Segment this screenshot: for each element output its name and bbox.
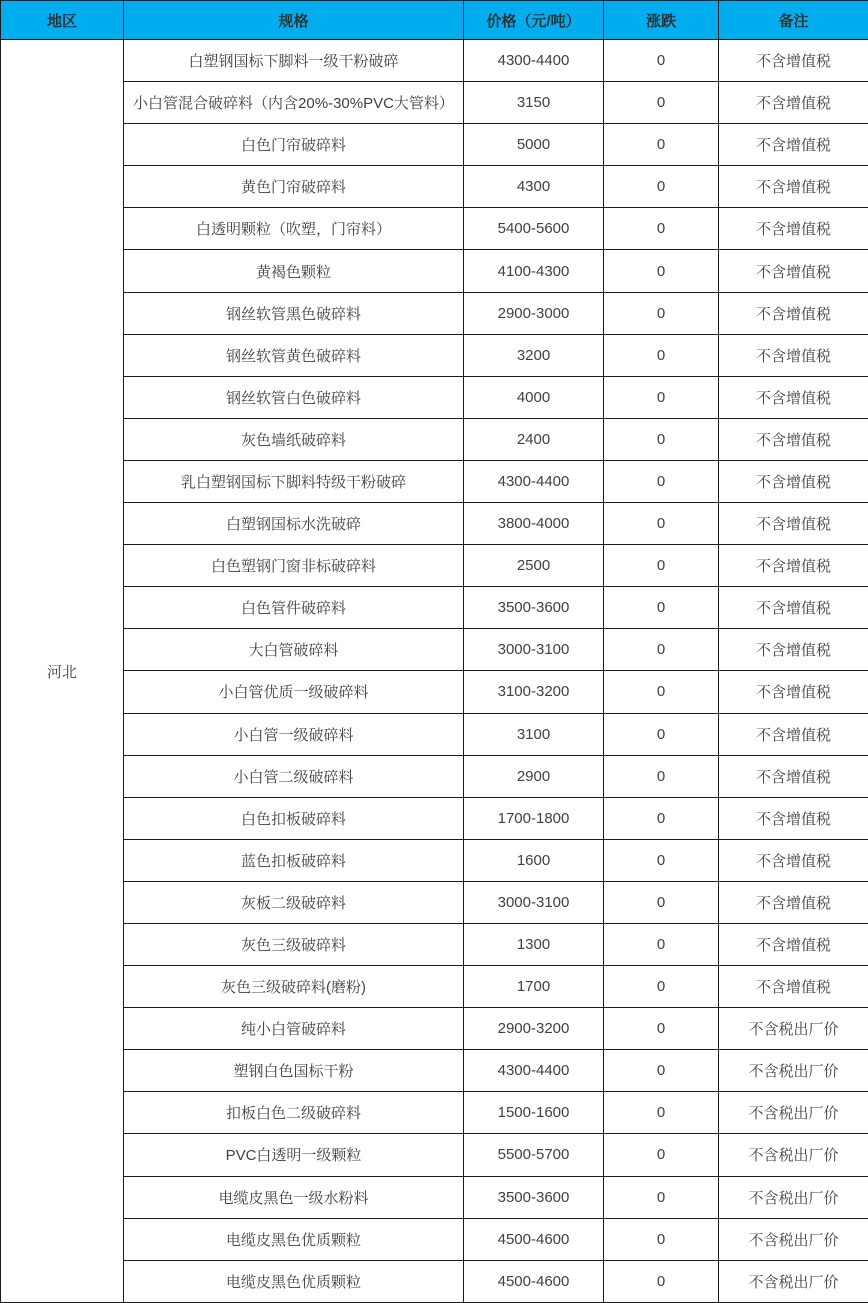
change-cell: 0: [604, 755, 719, 797]
table-row: [1, 124, 868, 166]
table-row: [1, 839, 868, 881]
change-cell: 0: [604, 1176, 719, 1218]
price-cell: 4300-4400: [464, 40, 604, 82]
spec-cell: 塑钢白色国标干粉: [124, 1050, 464, 1092]
table-row: [1, 460, 868, 502]
table-row: [1, 418, 868, 460]
note-cell: 不含增值税: [719, 839, 868, 881]
change-cell: 0: [604, 460, 719, 502]
change-cell: 0: [604, 82, 719, 124]
price-cell: 1300: [464, 923, 604, 965]
table-row: [1, 1008, 868, 1050]
price-cell: 4100-4300: [464, 250, 604, 292]
table-row: [1, 671, 868, 713]
note-cell: 不含增值税: [719, 376, 868, 418]
spec-cell: 黄色门帘破碎料: [124, 166, 464, 208]
change-cell: 0: [604, 545, 719, 587]
col-header-spec: 规格: [124, 1, 464, 40]
spec-cell: 黄褐色颗粒: [124, 250, 464, 292]
spec-cell: 白色门帘破碎料: [124, 124, 464, 166]
spec-cell: 电缆皮黑色优质颗粒: [124, 1218, 464, 1260]
table-row: [1, 40, 868, 82]
spec-cell: 白色塑钢门窗非标破碎料: [124, 545, 464, 587]
spec-cell: 灰色三级破碎料: [124, 923, 464, 965]
spec-cell: 灰色三级破碎料(磨粉): [124, 966, 464, 1008]
price-cell: 5500-5700: [464, 1134, 604, 1176]
spec-cell: 小白管二级破碎料: [124, 755, 464, 797]
spec-cell: 乳白塑钢国标下脚料特级干粉破碎: [124, 460, 464, 502]
change-cell: 0: [604, 250, 719, 292]
change-cell: 0: [604, 671, 719, 713]
price-cell: 2500: [464, 545, 604, 587]
table-row: [1, 797, 868, 839]
change-cell: 0: [604, 1008, 719, 1050]
change-cell: 0: [604, 503, 719, 545]
spec-cell: 灰板二级破碎料: [124, 881, 464, 923]
table-row: [1, 250, 868, 292]
note-cell: 不含增值税: [719, 713, 868, 755]
spec-cell: 小白管混合破碎料（内含20%-30%PVC大管料）: [124, 82, 464, 124]
header-row: [1, 1, 868, 40]
spec-cell: 白塑钢国标下脚料一级干粉破碎: [124, 40, 464, 82]
note-cell: 不含税出厂价: [719, 1218, 868, 1260]
change-cell: 0: [604, 1260, 719, 1302]
note-cell: 不含增值税: [719, 671, 868, 713]
price-cell: 3150: [464, 82, 604, 124]
spec-cell: 钢丝软管黑色破碎料: [124, 292, 464, 334]
note-cell: 不含税出厂价: [719, 1008, 868, 1050]
price-cell: 3000-3100: [464, 881, 604, 923]
change-cell: 0: [604, 208, 719, 250]
note-cell: 不含增值税: [719, 797, 868, 839]
price-cell: 1700: [464, 966, 604, 1008]
spec-cell: PVC白透明一级颗粒: [124, 1134, 464, 1176]
table-row: [1, 1176, 868, 1218]
table-row: [1, 923, 868, 965]
note-cell: 不含增值税: [719, 334, 868, 376]
note-cell: 不含增值税: [719, 545, 868, 587]
price-cell: 3200: [464, 334, 604, 376]
note-cell: 不含增值税: [719, 460, 868, 502]
note-cell: 不含增值税: [719, 124, 868, 166]
table-row: [1, 545, 868, 587]
change-cell: 0: [604, 334, 719, 376]
note-cell: 不含增值税: [719, 923, 868, 965]
note-cell: 不含税出厂价: [719, 1092, 868, 1134]
table-row: [1, 1260, 868, 1302]
note-cell: 不含增值税: [719, 250, 868, 292]
table-row: [1, 166, 868, 208]
col-header-region: 地区: [1, 1, 124, 40]
note-cell: 不含增值税: [719, 82, 868, 124]
spec-cell: 纯小白管破碎料: [124, 1008, 464, 1050]
change-cell: 0: [604, 166, 719, 208]
price-cell: 4300-4400: [464, 460, 604, 502]
note-cell: 不含增值税: [719, 208, 868, 250]
note-cell: 不含税出厂价: [719, 1050, 868, 1092]
col-header-price: 价格（元/吨）: [464, 1, 604, 40]
change-cell: 0: [604, 797, 719, 839]
change-cell: 0: [604, 124, 719, 166]
price-cell: 3500-3600: [464, 587, 604, 629]
change-cell: 0: [604, 1092, 719, 1134]
region-cell: 河北: [1, 40, 124, 1303]
table-row: [1, 376, 868, 418]
note-cell: 不含增值税: [719, 40, 868, 82]
change-cell: 0: [604, 1218, 719, 1260]
price-cell: 3100-3200: [464, 671, 604, 713]
table-row: [1, 587, 868, 629]
note-cell: 不含增值税: [719, 292, 868, 334]
price-cell: 1600: [464, 839, 604, 881]
table-row: [1, 1092, 868, 1134]
table-row: [1, 1134, 868, 1176]
change-cell: 0: [604, 881, 719, 923]
col-header-change: 涨跌: [604, 1, 719, 40]
spec-cell: 扣板白色二级破碎料: [124, 1092, 464, 1134]
table-row: [1, 82, 868, 124]
table-row: [1, 334, 868, 376]
table-row: [1, 1218, 868, 1260]
spec-cell: 小白管优质一级破碎料: [124, 671, 464, 713]
price-cell: 2900-3200: [464, 1008, 604, 1050]
spec-cell: 大白管破碎料: [124, 629, 464, 671]
price-cell: 1700-1800: [464, 797, 604, 839]
table-body: [1, 40, 868, 1303]
price-cell: 4300-4400: [464, 1050, 604, 1092]
change-cell: 0: [604, 1050, 719, 1092]
spec-cell: 灰色墙纸破碎料: [124, 418, 464, 460]
change-cell: 0: [604, 418, 719, 460]
table-row: [1, 713, 868, 755]
spec-cell: 钢丝软管黄色破碎料: [124, 334, 464, 376]
table-row: [1, 208, 868, 250]
change-cell: 0: [604, 587, 719, 629]
price-cell: 4500-4600: [464, 1260, 604, 1302]
spec-cell: 白色扣板破碎料: [124, 797, 464, 839]
change-cell: 0: [604, 40, 719, 82]
price-cell: 3000-3100: [464, 629, 604, 671]
change-cell: 0: [604, 966, 719, 1008]
spec-cell: 钢丝软管白色破碎料: [124, 376, 464, 418]
note-cell: 不含税出厂价: [719, 1134, 868, 1176]
price-cell: 3500-3600: [464, 1176, 604, 1218]
spec-cell: 蓝色扣板破碎料: [124, 839, 464, 881]
spec-cell: 电缆皮黑色优质颗粒: [124, 1260, 464, 1302]
price-cell: 4500-4600: [464, 1218, 604, 1260]
table-row: [1, 629, 868, 671]
table-row: [1, 292, 868, 334]
table-row: [1, 755, 868, 797]
spec-cell: 小白管一级破碎料: [124, 713, 464, 755]
table-row: [1, 503, 868, 545]
table-row: [1, 966, 868, 1008]
note-cell: 不含增值税: [719, 587, 868, 629]
note-cell: 不含增值税: [719, 755, 868, 797]
change-cell: 0: [604, 629, 719, 671]
price-cell: 3800-4000: [464, 503, 604, 545]
change-cell: 0: [604, 923, 719, 965]
note-cell: 不含增值税: [719, 881, 868, 923]
table-row: [1, 1050, 868, 1092]
spec-cell: 白透明颗粒（吹塑，门帘料）: [124, 208, 464, 250]
price-cell: 4000: [464, 376, 604, 418]
spec-cell: 电缆皮黑色一级水粉料: [124, 1176, 464, 1218]
price-cell: 2900: [464, 755, 604, 797]
note-cell: 不含税出厂价: [719, 1176, 868, 1218]
change-cell: 0: [604, 376, 719, 418]
change-cell: 0: [604, 292, 719, 334]
spec-cell: 白塑钢国标水洗破碎: [124, 503, 464, 545]
col-header-note: 备注: [719, 1, 868, 40]
table-row: [1, 881, 868, 923]
price-cell: 3100: [464, 713, 604, 755]
price-cell: 1500-1600: [464, 1092, 604, 1134]
price-cell: 2400: [464, 418, 604, 460]
note-cell: 不含税出厂价: [719, 1260, 868, 1302]
note-cell: 不含增值税: [719, 418, 868, 460]
price-cell: 5400-5600: [464, 208, 604, 250]
price-cell: 4300: [464, 166, 604, 208]
change-cell: 0: [604, 713, 719, 755]
note-cell: 不含增值税: [719, 966, 868, 1008]
change-cell: 0: [604, 839, 719, 881]
price-cell: 5000: [464, 124, 604, 166]
change-cell: 0: [604, 1134, 719, 1176]
note-cell: 不含增值税: [719, 629, 868, 671]
spec-cell: 白色管件破碎料: [124, 587, 464, 629]
note-cell: 不含增值税: [719, 503, 868, 545]
note-cell: 不含增值税: [719, 166, 868, 208]
price-cell: 2900-3000: [464, 292, 604, 334]
